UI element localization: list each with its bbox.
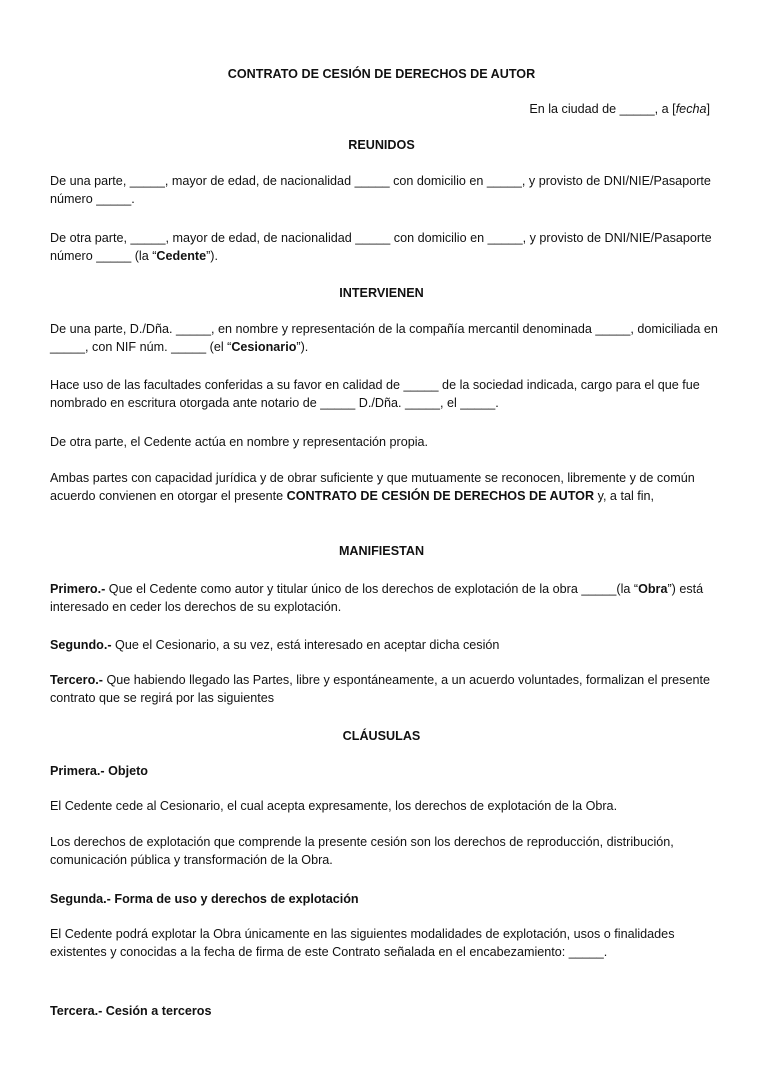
intervienen-paragraph-4 [50, 469, 718, 505]
heading-reunidos: REUNIDOS [348, 138, 415, 152]
contract-name-bold: CONTRATO DE CESIÓN DE DERECHOS DE AUTOR [286, 489, 595, 503]
heading-intervienen: INTERVIENEN [339, 286, 424, 300]
obra-term: Obra [638, 582, 668, 596]
tercero-label: Tercero.- [50, 673, 103, 687]
place-date-fecha: fecha [675, 102, 707, 116]
reunidos-p2-end: ”). [206, 249, 218, 263]
intervienen-paragraph-2: Hace uso de las facultades conferidas a su favor en calidad de _____ de la sociedad indicada, cargo para el que fue nombrado en escritura otorgada ante notario de _____ D./Dña. _____, el _____. [50, 378, 700, 410]
reunidos-paragraph-1: De una parte, _____, mayor de edad, de nacionalidad _____ con domicilio en _____, y provisto de DNI/NIE/Pasaporte número _____. [50, 174, 711, 206]
intervienen-paragraph-3: De otra parte, el Cedente actúa en nombre y representación propia. [50, 435, 429, 449]
document-title: CONTRATO DE CESIÓN DE DERECHOS DE AUTOR [227, 67, 536, 81]
cesionario-term: Cesionario [231, 340, 297, 354]
clause-3-title: Tercera.- Cesión a terceros [50, 1004, 212, 1018]
segundo-label: Segundo.- [50, 638, 112, 652]
tercero-text: Que habiendo llegado las Partes, libre y espontáneamente, a un acuerdo voluntades, formalizan el presente contrato que se regirá por las siguientes [50, 673, 710, 705]
clause-1-paragraph-1: El Cedente cede al Cesionario, el cual acepta expresamente, los derechos de explotación de la Obra. [50, 799, 618, 813]
clause-2-title: Segunda.- Forma de uso y derechos de explotación [50, 892, 359, 906]
manifiestan-tercero [50, 671, 718, 707]
heading-clausulas: CLÁUSULAS [342, 729, 421, 743]
intervienen-paragraph-1 [50, 320, 718, 356]
heading-manifiestan: MANIFIESTAN [338, 544, 425, 558]
intervienen-p1-end: ”). [296, 340, 309, 354]
primero-label: Primero.- [50, 582, 106, 596]
place-date-suffix: ] [706, 102, 710, 116]
intervienen-p4-text: Ambas partes con capacidad jurídica y de obrar suficiente y que mutuamente se reconocen, libremente y de común acuerdo convienen en otorgar el presente [50, 471, 695, 503]
intervienen-p4-end: y, a tal fin, [594, 489, 655, 503]
place-date-line [529, 102, 710, 116]
clause-2-paragraph-1: El Cedente podrá explotar la Obra únicamente en las siguientes modalidades de explotación, usos o finalidades existentes y conocidas a la fecha de firma de este Contrato señalada en el encabezamiento: _____. [50, 927, 675, 959]
reunidos-p2-text: De otra parte, _____, mayor de edad, de nacionalidad _____ con domicilio en _____, y provisto de DNI/NIE/Pasaporte número _____ (la “ [50, 231, 712, 263]
clause-1-title: Primera.- Objeto [50, 764, 148, 778]
intervienen-p1-text: De una parte, D./Dña. _____, en nombre y representación de la compañía mercantil denominada _____, domiciliada en _____, con NIF núm. _____ (el “ [50, 322, 718, 354]
clause-1-paragraph-2: Los derechos de explotación que comprende la presente cesión son los derechos de reproducción, distribución, comunicación pública y transformación de la Obra. [50, 835, 674, 867]
manifiestan-segundo [50, 636, 718, 654]
primero-text: Que el Cedente como autor y titular único de los derechos de explotación de la obra _____(la “ [105, 582, 639, 596]
place-date-prefix: En la ciudad de _____, a [ [529, 102, 676, 116]
segundo-text: Que el Cesionario, a su vez, está interesado en aceptar dicha cesión [111, 638, 500, 652]
reunidos-paragraph-2 [50, 229, 718, 265]
manifiestan-primero [50, 580, 718, 616]
primero-end: ”) está interesado en ceder los derechos de su explotación. [50, 582, 704, 614]
cedente-term: Cedente [156, 249, 207, 263]
